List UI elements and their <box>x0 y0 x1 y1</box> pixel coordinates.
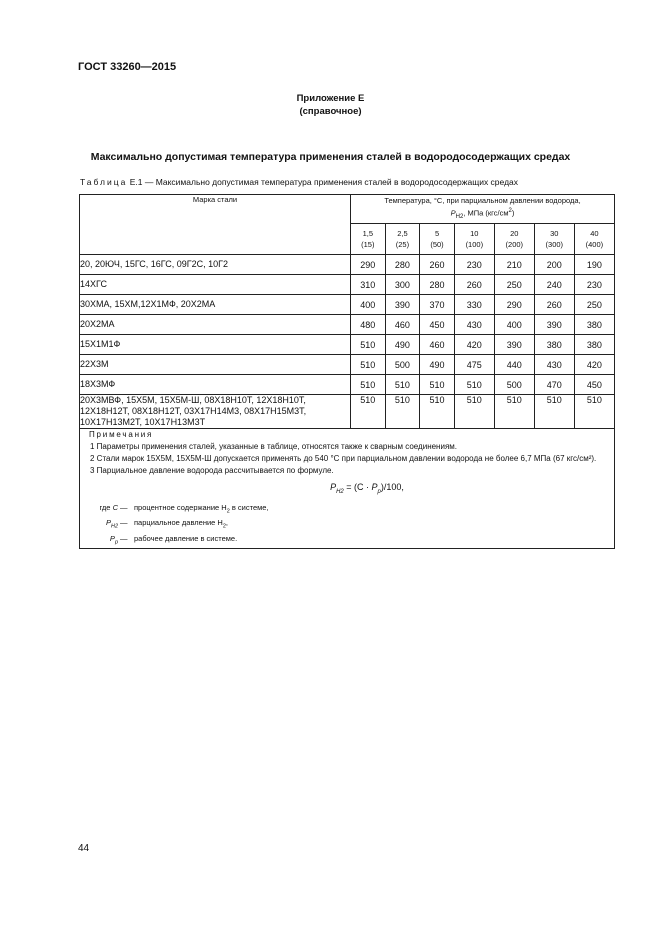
pressure-header-cell <box>494 224 534 255</box>
appendix-heading <box>0 92 661 118</box>
appendix-title: Приложение Е <box>296 93 365 104</box>
temperature-value-cell: 510 <box>351 375 386 395</box>
pressure-kgf: (50) <box>430 240 444 249</box>
temperature-value-cell: 330 <box>454 295 494 315</box>
temperature-value-cell: 230 <box>574 275 614 295</box>
pressure-mpa: 1,5 <box>362 229 374 238</box>
temperature-value-cell: 390 <box>534 315 574 335</box>
pressure-header-cell <box>534 224 574 255</box>
definition-symbol: $Р_{H2}$ <box>105 518 118 530</box>
temperature-value-cell: 475 <box>454 355 494 375</box>
definition-text: рабочее давление в системе. <box>134 533 238 543</box>
note-item: 2 Стали марок 15Х5М, 15Х5М-Ш допускается применять до 540 °С при парциальном давлении водорода не более 6,7 МПа (67 кгс/см²). <box>90 454 597 463</box>
steel-temperature-table <box>79 194 615 549</box>
temperature-value-cell: 510 <box>420 375 455 395</box>
pressure-kgf: (100) <box>465 240 484 249</box>
temperature-value-cell: 420 <box>454 335 494 355</box>
note-item: 3 Парциальное давление водорода рассчитывается по формуле. <box>90 466 334 475</box>
table-row <box>80 315 615 335</box>
temperature-value-cell: 400 <box>494 315 534 335</box>
pressure-kgf: (15) <box>361 240 375 249</box>
pressure-kgf: (200) <box>505 240 524 249</box>
table-row <box>80 395 615 429</box>
pressure-header-cell <box>420 224 455 255</box>
temperature-value-cell: 510 <box>420 395 455 429</box>
temperature-value-cell: 380 <box>534 335 574 355</box>
temperature-value-cell: 210 <box>494 255 534 275</box>
temperature-value-cell: 430 <box>534 355 574 375</box>
table-row <box>80 355 615 375</box>
temperature-value-cell: 190 <box>574 255 614 275</box>
temperature-value-cell: 510 <box>385 395 420 429</box>
steel-grade-cell: 20Х2МА <box>80 315 351 335</box>
definition-dash: — <box>120 502 128 512</box>
caption-prefix: Таблица <box>80 177 128 187</box>
pressure-mpa: 20 <box>510 229 519 238</box>
steel-grade-cell: 20, 20ЮЧ, 15ГС, 16ГС, 09Г2С, 10Г2 <box>80 255 351 275</box>
temperature-value-cell: 460 <box>385 315 420 335</box>
definition-text: процентное содержание $Н_2$ в системе, <box>134 502 269 515</box>
pressure-mpa: 30 <box>550 229 559 238</box>
temperature-value-cell: 440 <box>494 355 534 375</box>
table-row <box>80 275 615 295</box>
temperature-value-cell: 510 <box>454 375 494 395</box>
temperature-value-cell: 510 <box>351 355 386 375</box>
table-row <box>80 375 615 395</box>
temperature-value-cell: 480 <box>351 315 386 335</box>
pressure-header-cell <box>454 224 494 255</box>
steel-grade-cell: 22Х3М <box>80 355 351 375</box>
temperature-value-cell: 250 <box>494 275 534 295</box>
temperature-value-cell: 510 <box>494 395 534 429</box>
temperature-value-cell: 510 <box>574 395 614 429</box>
note-item: 1 Параметры применения сталей, указанные в таблице, относятся также к сварным соединениям. <box>90 442 457 451</box>
steel-grade-cell: 20Х3МВФ, 15Х5М, 15Х5М-Ш, 08Х18Н10Т, 12Х18Н10Т, 12Х18Н12Т, 08Х18Н12Т, 03Х17Н14М3, 08Х17Н15М3Т, 10Х17Н13М2Т, 10Х17Н13М3Т <box>80 395 351 429</box>
steel-grade-cell: 15Х1М1Ф <box>80 335 351 355</box>
temperature-value-cell: 510 <box>385 375 420 395</box>
pressure-mpa: 10 <box>470 229 479 238</box>
temperature-value-cell: 470 <box>534 375 574 395</box>
definition-text: парциальное давление $Н_2$, <box>134 518 228 530</box>
definition-dash: — <box>120 533 128 543</box>
table-caption <box>80 177 518 187</box>
pressure-mpa: 5 <box>434 229 440 238</box>
temperature-value-cell: 400 <box>351 295 386 315</box>
pressure-kgf: (400) <box>585 240 604 249</box>
temperature-value-cell: 490 <box>420 355 455 375</box>
temperature-value-cell: 370 <box>420 295 455 315</box>
temperature-value-cell: 460 <box>420 335 455 355</box>
temperature-value-cell: 280 <box>420 275 455 295</box>
temperature-value-cell: 500 <box>494 375 534 395</box>
temperature-value-cell: 390 <box>385 295 420 315</box>
temperature-value-cell: 260 <box>420 255 455 275</box>
pressure-header-cell <box>351 224 386 255</box>
caption-number: Е.1 <box>129 177 143 187</box>
temperature-value-cell: 500 <box>385 355 420 375</box>
pressure-kgf: (300) <box>545 240 564 249</box>
temperature-value-cell: 310 <box>351 275 386 295</box>
temperature-value-cell: 260 <box>454 275 494 295</box>
caption-text: — Максимально допустимая температура применения сталей в водородосодержащих средах <box>144 177 519 187</box>
page-number: 44 <box>78 843 90 854</box>
temperature-column-header <box>351 195 615 224</box>
temperature-value-cell: 280 <box>385 255 420 275</box>
pressure-mpa: 2,5 <box>397 229 408 238</box>
appendix-subtitle: (справочное) <box>299 106 362 117</box>
temperature-value-cell: 420 <box>574 355 614 375</box>
pressure-header-cell <box>385 224 420 255</box>
steel-grade-cell: 18Х3МФ <box>80 375 351 395</box>
pressure-formula: $Р_{H2} = (С \cdot Р_р)/100$, <box>330 482 404 495</box>
temperature-header-line1: Температура, °С, при парциальном давлении водорода, <box>384 196 581 205</box>
temperature-value-cell: 250 <box>574 295 614 315</box>
table-row <box>80 255 615 275</box>
temperature-value-cell: 430 <box>454 315 494 335</box>
temperature-value-cell: 510 <box>351 335 386 355</box>
temperature-value-cell: 380 <box>574 335 614 355</box>
temperature-value-cell: 260 <box>534 295 574 315</box>
temperature-value-cell: 450 <box>420 315 455 335</box>
temperature-value-cell: 290 <box>351 255 386 275</box>
grade-column-header: Марка стали <box>80 195 351 255</box>
temperature-value-cell: 490 <box>385 335 420 355</box>
temperature-value-cell: 450 <box>574 375 614 395</box>
document-code: ГОСТ 33260—2015 <box>78 61 177 73</box>
definition-symbol: где С <box>99 502 118 512</box>
temperature-header-line2: $Р_{H2}$, МПа $(кгс/см^2)$ <box>450 208 515 220</box>
pressure-header-cell <box>574 224 614 255</box>
pressure-kgf: (25) <box>395 240 410 249</box>
temperature-value-cell: 380 <box>574 315 614 335</box>
temperature-value-cell: 200 <box>534 255 574 275</box>
temperature-value-cell: 290 <box>494 295 534 315</box>
temperature-value-cell: 240 <box>534 275 574 295</box>
temperature-value-cell: 230 <box>454 255 494 275</box>
main-title: Максимально допустимая температура применения сталей в водородосодержащих средах <box>90 151 571 163</box>
definition-symbol: $Р_р$ <box>109 533 118 546</box>
pressure-mpa: 40 <box>590 229 599 238</box>
table-body <box>80 255 615 429</box>
table-row <box>80 335 615 355</box>
steel-grade-cell: 30ХМА, 15ХМ,12Х1МФ, 20Х2МА <box>80 295 351 315</box>
table-notes <box>80 429 615 549</box>
temperature-value-cell: 510 <box>351 395 386 429</box>
temperature-value-cell: 510 <box>454 395 494 429</box>
table-row <box>80 295 615 315</box>
temperature-value-cell: 510 <box>534 395 574 429</box>
formula-definitions <box>80 502 614 549</box>
temperature-value-cell: 390 <box>494 335 534 355</box>
notes-heading: Примечания <box>89 430 154 439</box>
definition-dash: — <box>120 518 128 528</box>
temperature-value-cell: 300 <box>385 275 420 295</box>
steel-grade-cell: 14ХГС <box>80 275 351 295</box>
